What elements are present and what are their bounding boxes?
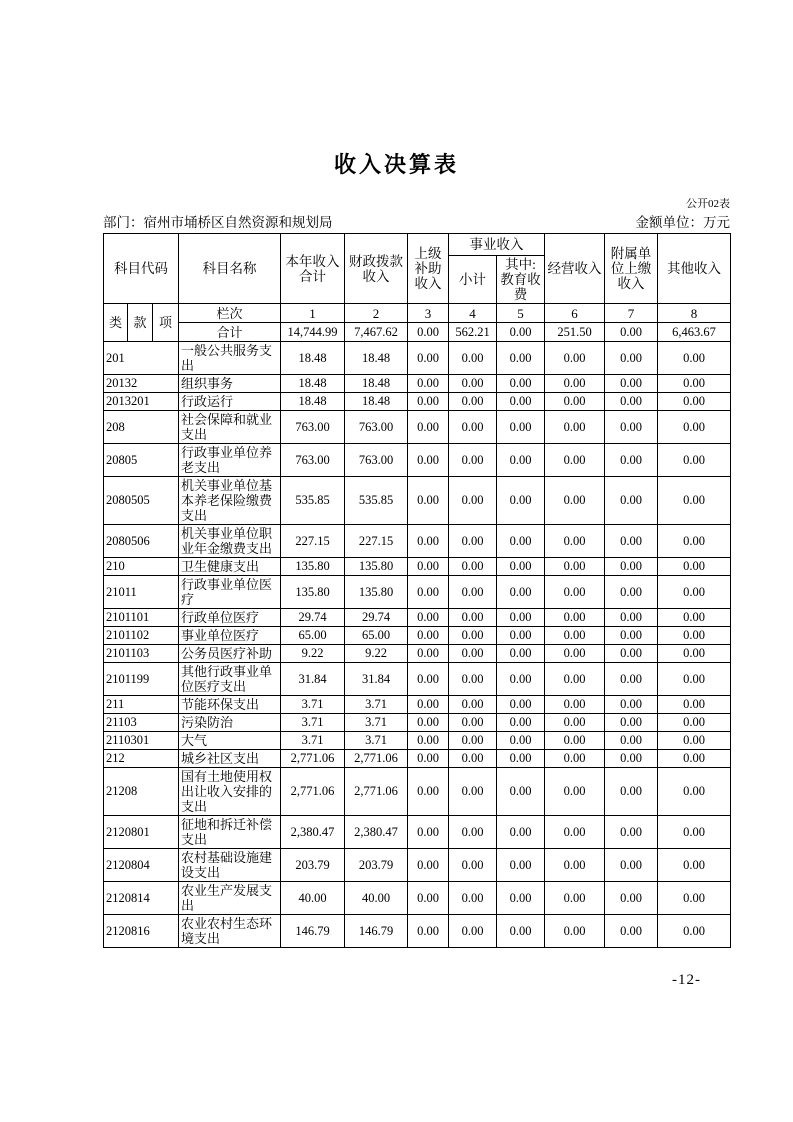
value-cell: 0.00 bbox=[408, 663, 449, 696]
value-cell: 0.00 bbox=[545, 627, 605, 645]
value-cell: 0.00 bbox=[545, 375, 605, 393]
subject-name-cell: 国有土地使用权出让收入安排的支出 bbox=[179, 768, 281, 816]
value-cell: 65.00 bbox=[281, 627, 345, 645]
value-cell: 3.71 bbox=[281, 696, 345, 714]
value-cell: 0.00 bbox=[605, 882, 658, 915]
total-value: 0.00 bbox=[497, 323, 545, 342]
column-number: 4 bbox=[449, 304, 497, 323]
subject-name-cell: 一般公共服务支出 bbox=[179, 342, 281, 375]
subject-code-cell: 201 bbox=[104, 342, 179, 375]
value-cell: 0.00 bbox=[658, 411, 731, 444]
department-label: 部门：宿州市埇桥区自然资源和规划局 bbox=[103, 215, 333, 230]
value-cell: 0.00 bbox=[408, 768, 449, 816]
table-row bbox=[104, 915, 731, 948]
value-cell: 135.80 bbox=[281, 576, 345, 609]
subject-code-cell: 21011 bbox=[104, 576, 179, 609]
subject-code-cell: 208 bbox=[104, 411, 179, 444]
value-cell: 40.00 bbox=[281, 882, 345, 915]
header-other-income: 其他收入 bbox=[658, 234, 731, 304]
value-cell: 9.22 bbox=[281, 645, 345, 663]
subject-name-cell: 机关事业单位基本养老保险缴费支出 bbox=[179, 477, 281, 525]
value-cell: 65.00 bbox=[345, 627, 408, 645]
value-cell: 0.00 bbox=[658, 558, 731, 576]
value-cell: 0.00 bbox=[408, 696, 449, 714]
subject-code-cell: 20805 bbox=[104, 444, 179, 477]
value-cell: 0.00 bbox=[605, 558, 658, 576]
value-cell: 763.00 bbox=[281, 411, 345, 444]
value-cell: 0.00 bbox=[449, 477, 497, 525]
value-cell: 203.79 bbox=[345, 849, 408, 882]
header-subject-name: 科目名称 bbox=[179, 234, 281, 304]
header-education-fees: 其中:教育收费 bbox=[497, 256, 545, 304]
value-cell: 0.00 bbox=[497, 393, 545, 411]
value-cell: 0.00 bbox=[658, 375, 731, 393]
value-cell: 0.00 bbox=[449, 558, 497, 576]
header-annual-total: 本年收入合计 bbox=[281, 234, 345, 304]
value-cell: 2,380.47 bbox=[345, 816, 408, 849]
header-fiscal-allocation: 财政拨款收入 bbox=[345, 234, 408, 304]
value-cell: 0.00 bbox=[449, 444, 497, 477]
value-cell: 0.00 bbox=[449, 750, 497, 768]
value-cell: 0.00 bbox=[497, 696, 545, 714]
value-cell: 0.00 bbox=[605, 750, 658, 768]
value-cell: 0.00 bbox=[545, 732, 605, 750]
value-cell: 0.00 bbox=[545, 663, 605, 696]
value-cell: 0.00 bbox=[449, 627, 497, 645]
subject-code-cell: 2080505 bbox=[104, 477, 179, 525]
value-cell: 0.00 bbox=[449, 849, 497, 882]
value-cell: 31.84 bbox=[345, 663, 408, 696]
value-cell: 0.00 bbox=[545, 609, 605, 627]
value-cell: 0.00 bbox=[545, 882, 605, 915]
value-cell: 0.00 bbox=[408, 444, 449, 477]
value-cell: 0.00 bbox=[497, 342, 545, 375]
value-cell: 0.00 bbox=[497, 768, 545, 816]
value-cell: 0.00 bbox=[658, 393, 731, 411]
value-cell: 0.00 bbox=[658, 768, 731, 816]
total-row bbox=[104, 323, 731, 342]
table-body bbox=[104, 342, 731, 948]
value-cell: 0.00 bbox=[658, 732, 731, 750]
value-cell: 29.74 bbox=[345, 609, 408, 627]
value-cell: 2,771.06 bbox=[281, 768, 345, 816]
value-cell: 0.00 bbox=[605, 663, 658, 696]
value-cell: 146.79 bbox=[345, 915, 408, 948]
value-cell: 0.00 bbox=[497, 816, 545, 849]
column-number-row bbox=[104, 304, 731, 323]
value-cell: 0.00 bbox=[605, 609, 658, 627]
value-cell: 0.00 bbox=[545, 696, 605, 714]
header-superior-subsidy: 上级补助收入 bbox=[408, 234, 449, 304]
value-cell: 0.00 bbox=[605, 393, 658, 411]
value-cell: 0.00 bbox=[605, 525, 658, 558]
subject-name-cell: 行政事业单位养老支出 bbox=[179, 444, 281, 477]
value-cell: 0.00 bbox=[605, 732, 658, 750]
subject-name-cell: 公务员医疗补助 bbox=[179, 645, 281, 663]
value-cell: 0.00 bbox=[605, 375, 658, 393]
subject-name-cell: 大气 bbox=[179, 732, 281, 750]
table-row bbox=[104, 663, 731, 696]
total-value: 6,463.67 bbox=[658, 323, 731, 342]
value-cell: 763.00 bbox=[345, 444, 408, 477]
value-cell: 0.00 bbox=[449, 576, 497, 609]
value-cell: 227.15 bbox=[345, 525, 408, 558]
subject-name-cell: 其他行政事业单位医疗支出 bbox=[179, 663, 281, 696]
table-row bbox=[104, 816, 731, 849]
subject-code-cell: 211 bbox=[104, 696, 179, 714]
table-row bbox=[104, 645, 731, 663]
value-cell: 0.00 bbox=[408, 849, 449, 882]
value-cell: 0.00 bbox=[605, 696, 658, 714]
value-cell: 0.00 bbox=[545, 576, 605, 609]
subject-name-cell: 污染防治 bbox=[179, 714, 281, 732]
value-cell: 763.00 bbox=[345, 411, 408, 444]
value-cell: 0.00 bbox=[408, 477, 449, 525]
value-cell: 0.00 bbox=[545, 849, 605, 882]
value-cell: 535.85 bbox=[281, 477, 345, 525]
value-cell: 0.00 bbox=[545, 558, 605, 576]
subject-name-cell: 农业生产发展支出 bbox=[179, 882, 281, 915]
value-cell: 135.80 bbox=[345, 576, 408, 609]
value-cell: 0.00 bbox=[545, 525, 605, 558]
subject-name-cell: 行政事业单位医疗 bbox=[179, 576, 281, 609]
amount-unit-label: 金额单位：万元 bbox=[635, 215, 730, 230]
value-cell: 0.00 bbox=[605, 714, 658, 732]
value-cell: 0.00 bbox=[449, 714, 497, 732]
column-number: 6 bbox=[545, 304, 605, 323]
value-cell: 0.00 bbox=[658, 750, 731, 768]
value-cell: 18.48 bbox=[345, 393, 408, 411]
subject-code-cell: 2120801 bbox=[104, 816, 179, 849]
value-cell: 0.00 bbox=[408, 411, 449, 444]
table-row bbox=[104, 411, 731, 444]
subject-name-cell: 城乡社区支出 bbox=[179, 750, 281, 768]
subject-name-cell: 行政单位医疗 bbox=[179, 609, 281, 627]
subject-code-cell: 21208 bbox=[104, 768, 179, 816]
value-cell: 3.71 bbox=[345, 714, 408, 732]
column-number: 8 bbox=[658, 304, 731, 323]
value-cell: 0.00 bbox=[497, 375, 545, 393]
value-cell: 0.00 bbox=[449, 375, 497, 393]
header-code-section: 款 bbox=[128, 304, 153, 342]
value-cell: 0.00 bbox=[449, 645, 497, 663]
table-row bbox=[104, 768, 731, 816]
value-cell: 0.00 bbox=[408, 558, 449, 576]
value-cell: 0.00 bbox=[605, 915, 658, 948]
value-cell: 0.00 bbox=[408, 750, 449, 768]
subject-code-cell: 2120814 bbox=[104, 882, 179, 915]
value-cell: 0.00 bbox=[497, 525, 545, 558]
value-cell: 0.00 bbox=[658, 576, 731, 609]
header-operating-income: 经营收入 bbox=[545, 234, 605, 304]
value-cell: 0.00 bbox=[408, 732, 449, 750]
value-cell: 0.00 bbox=[658, 627, 731, 645]
value-cell: 0.00 bbox=[545, 342, 605, 375]
header-code-class: 类 bbox=[104, 304, 128, 342]
subject-code-cell: 2101101 bbox=[104, 609, 179, 627]
total-value: 0.00 bbox=[605, 323, 658, 342]
value-cell: 0.00 bbox=[408, 714, 449, 732]
value-cell: 0.00 bbox=[545, 477, 605, 525]
value-cell: 0.00 bbox=[658, 882, 731, 915]
value-cell: 2,771.06 bbox=[345, 768, 408, 816]
value-cell: 3.71 bbox=[281, 732, 345, 750]
value-cell: 0.00 bbox=[408, 915, 449, 948]
value-cell: 227.15 bbox=[281, 525, 345, 558]
total-value: 251.50 bbox=[545, 323, 605, 342]
value-cell: 0.00 bbox=[605, 816, 658, 849]
value-cell: 0.00 bbox=[497, 609, 545, 627]
subject-name-cell: 农业农村生态环境支出 bbox=[179, 915, 281, 948]
value-cell: 0.00 bbox=[408, 525, 449, 558]
table-row bbox=[104, 732, 731, 750]
value-cell: 0.00 bbox=[497, 915, 545, 948]
value-cell: 0.00 bbox=[605, 342, 658, 375]
value-cell: 0.00 bbox=[658, 816, 731, 849]
value-cell: 0.00 bbox=[449, 393, 497, 411]
value-cell: 0.00 bbox=[658, 645, 731, 663]
table-row bbox=[104, 576, 731, 609]
value-cell: 0.00 bbox=[658, 525, 731, 558]
value-cell: 29.74 bbox=[281, 609, 345, 627]
value-cell: 763.00 bbox=[281, 444, 345, 477]
value-cell: 0.00 bbox=[449, 915, 497, 948]
value-cell: 0.00 bbox=[658, 849, 731, 882]
value-cell: 0.00 bbox=[449, 768, 497, 816]
header-subject-code: 科目代码 bbox=[104, 234, 179, 304]
value-cell: 0.00 bbox=[605, 444, 658, 477]
value-cell: 0.00 bbox=[497, 849, 545, 882]
value-cell: 40.00 bbox=[345, 882, 408, 915]
value-cell: 0.00 bbox=[658, 609, 731, 627]
value-cell: 3.71 bbox=[345, 696, 408, 714]
value-cell: 0.00 bbox=[605, 627, 658, 645]
value-cell: 0.00 bbox=[605, 849, 658, 882]
subject-name-cell: 农村基础设施建设支出 bbox=[179, 849, 281, 882]
value-cell: 0.00 bbox=[545, 645, 605, 663]
value-cell: 0.00 bbox=[605, 477, 658, 525]
value-cell: 0.00 bbox=[658, 714, 731, 732]
form-code-label: 公开02表 bbox=[686, 198, 730, 210]
table-row bbox=[104, 558, 731, 576]
value-cell: 31.84 bbox=[281, 663, 345, 696]
table-row bbox=[104, 375, 731, 393]
table-row bbox=[104, 714, 731, 732]
subject-code-cell: 2080506 bbox=[104, 525, 179, 558]
value-cell: 0.00 bbox=[545, 393, 605, 411]
income-table bbox=[103, 233, 731, 948]
subject-code-cell: 2120804 bbox=[104, 849, 179, 882]
meta-line bbox=[103, 211, 730, 231]
value-cell: 0.00 bbox=[545, 411, 605, 444]
subject-code-cell: 2110301 bbox=[104, 732, 179, 750]
table-row bbox=[104, 609, 731, 627]
table-row bbox=[104, 627, 731, 645]
value-cell: 0.00 bbox=[449, 696, 497, 714]
value-cell: 0.00 bbox=[497, 444, 545, 477]
subject-code-cell: 2101103 bbox=[104, 645, 179, 663]
value-cell: 0.00 bbox=[605, 768, 658, 816]
subject-code-cell: 20132 bbox=[104, 375, 179, 393]
subject-name-cell: 节能环保支出 bbox=[179, 696, 281, 714]
value-cell: 0.00 bbox=[658, 444, 731, 477]
value-cell: 18.48 bbox=[281, 393, 345, 411]
value-cell: 0.00 bbox=[545, 750, 605, 768]
subject-code-cell: 210 bbox=[104, 558, 179, 576]
total-row-label: 合计 bbox=[179, 323, 281, 342]
value-cell: 0.00 bbox=[408, 342, 449, 375]
header-row-1 bbox=[104, 234, 731, 256]
table-row bbox=[104, 696, 731, 714]
header-column-label: 栏次 bbox=[179, 304, 281, 323]
total-value: 14,744.99 bbox=[281, 323, 345, 342]
value-cell: 0.00 bbox=[449, 882, 497, 915]
table-row bbox=[104, 525, 731, 558]
value-cell: 0.00 bbox=[497, 750, 545, 768]
value-cell: 0.00 bbox=[497, 732, 545, 750]
table-row bbox=[104, 750, 731, 768]
value-cell: 3.71 bbox=[345, 732, 408, 750]
total-value: 0.00 bbox=[408, 323, 449, 342]
column-number: 1 bbox=[281, 304, 345, 323]
subject-name-cell: 行政运行 bbox=[179, 393, 281, 411]
subject-name-cell: 社会保障和就业支出 bbox=[179, 411, 281, 444]
value-cell: 0.00 bbox=[497, 663, 545, 696]
column-number: 7 bbox=[605, 304, 658, 323]
value-cell: 0.00 bbox=[497, 645, 545, 663]
value-cell: 0.00 bbox=[449, 342, 497, 375]
value-cell: 0.00 bbox=[449, 732, 497, 750]
table-row bbox=[104, 849, 731, 882]
value-cell: 0.00 bbox=[449, 525, 497, 558]
table-row bbox=[104, 477, 731, 525]
value-cell: 0.00 bbox=[658, 696, 731, 714]
subject-name-cell: 卫生健康支出 bbox=[179, 558, 281, 576]
page-title: 收入决算表 bbox=[333, 152, 459, 177]
value-cell: 0.00 bbox=[545, 915, 605, 948]
value-cell: 0.00 bbox=[658, 477, 731, 525]
value-cell: 0.00 bbox=[408, 576, 449, 609]
subject-code-cell: 2013201 bbox=[104, 393, 179, 411]
subject-code-cell: 21103 bbox=[104, 714, 179, 732]
subject-code-cell: 2101102 bbox=[104, 627, 179, 645]
value-cell: 0.00 bbox=[545, 444, 605, 477]
header-code-item: 项 bbox=[153, 304, 179, 342]
column-number: 3 bbox=[408, 304, 449, 323]
value-cell: 0.00 bbox=[545, 768, 605, 816]
subject-code-cell: 2101199 bbox=[104, 663, 179, 696]
value-cell: 0.00 bbox=[605, 645, 658, 663]
subject-name-cell: 事业单位医疗 bbox=[179, 627, 281, 645]
value-cell: 9.22 bbox=[345, 645, 408, 663]
page-number: -12- bbox=[672, 972, 701, 988]
value-cell: 135.80 bbox=[281, 558, 345, 576]
subject-name-cell: 征地和拆迁补偿支出 bbox=[179, 816, 281, 849]
header-affiliated-remit: 附属单位上缴收入 bbox=[605, 234, 658, 304]
value-cell: 0.00 bbox=[408, 645, 449, 663]
value-cell: 0.00 bbox=[658, 915, 731, 948]
value-cell: 0.00 bbox=[497, 627, 545, 645]
table-row bbox=[104, 444, 731, 477]
value-cell: 2,771.06 bbox=[281, 750, 345, 768]
value-cell: 2,771.06 bbox=[345, 750, 408, 768]
table-row bbox=[104, 882, 731, 915]
value-cell: 18.48 bbox=[281, 375, 345, 393]
value-cell: 0.00 bbox=[449, 816, 497, 849]
value-cell: 0.00 bbox=[497, 882, 545, 915]
subject-code-cell: 212 bbox=[104, 750, 179, 768]
value-cell: 2,380.47 bbox=[281, 816, 345, 849]
subject-name-cell: 机关事业单位职业年金缴费支出 bbox=[179, 525, 281, 558]
value-cell: 0.00 bbox=[658, 342, 731, 375]
value-cell: 0.00 bbox=[408, 609, 449, 627]
value-cell: 0.00 bbox=[408, 627, 449, 645]
total-value: 562.21 bbox=[449, 323, 497, 342]
value-cell: 18.48 bbox=[345, 342, 408, 375]
value-cell: 0.00 bbox=[658, 663, 731, 696]
subject-code-cell: 2120816 bbox=[104, 915, 179, 948]
value-cell: 0.00 bbox=[449, 411, 497, 444]
value-cell: 0.00 bbox=[497, 714, 545, 732]
value-cell: 0.00 bbox=[497, 411, 545, 444]
value-cell: 3.71 bbox=[281, 714, 345, 732]
column-number: 2 bbox=[345, 304, 408, 323]
value-cell: 135.80 bbox=[345, 558, 408, 576]
value-cell: 535.85 bbox=[345, 477, 408, 525]
value-cell: 18.48 bbox=[345, 375, 408, 393]
value-cell: 0.00 bbox=[497, 558, 545, 576]
subject-name-cell: 组织事务 bbox=[179, 375, 281, 393]
value-cell: 0.00 bbox=[408, 882, 449, 915]
value-cell: 0.00 bbox=[605, 411, 658, 444]
value-cell: 0.00 bbox=[408, 393, 449, 411]
header-business-subtotal: 小计 bbox=[449, 256, 497, 304]
value-cell: 146.79 bbox=[281, 915, 345, 948]
column-number: 5 bbox=[497, 304, 545, 323]
value-cell: 0.00 bbox=[545, 816, 605, 849]
table-row bbox=[104, 342, 731, 375]
value-cell: 0.00 bbox=[497, 477, 545, 525]
header-business-income: 事业收入 bbox=[449, 234, 545, 256]
value-cell: 0.00 bbox=[545, 714, 605, 732]
value-cell: 0.00 bbox=[449, 663, 497, 696]
total-value: 7,467.62 bbox=[345, 323, 408, 342]
value-cell: 0.00 bbox=[497, 576, 545, 609]
value-cell: 203.79 bbox=[281, 849, 345, 882]
value-cell: 0.00 bbox=[408, 816, 449, 849]
value-cell: 0.00 bbox=[408, 375, 449, 393]
value-cell: 18.48 bbox=[281, 342, 345, 375]
value-cell: 0.00 bbox=[605, 576, 658, 609]
table-row bbox=[104, 393, 731, 411]
value-cell: 0.00 bbox=[449, 609, 497, 627]
